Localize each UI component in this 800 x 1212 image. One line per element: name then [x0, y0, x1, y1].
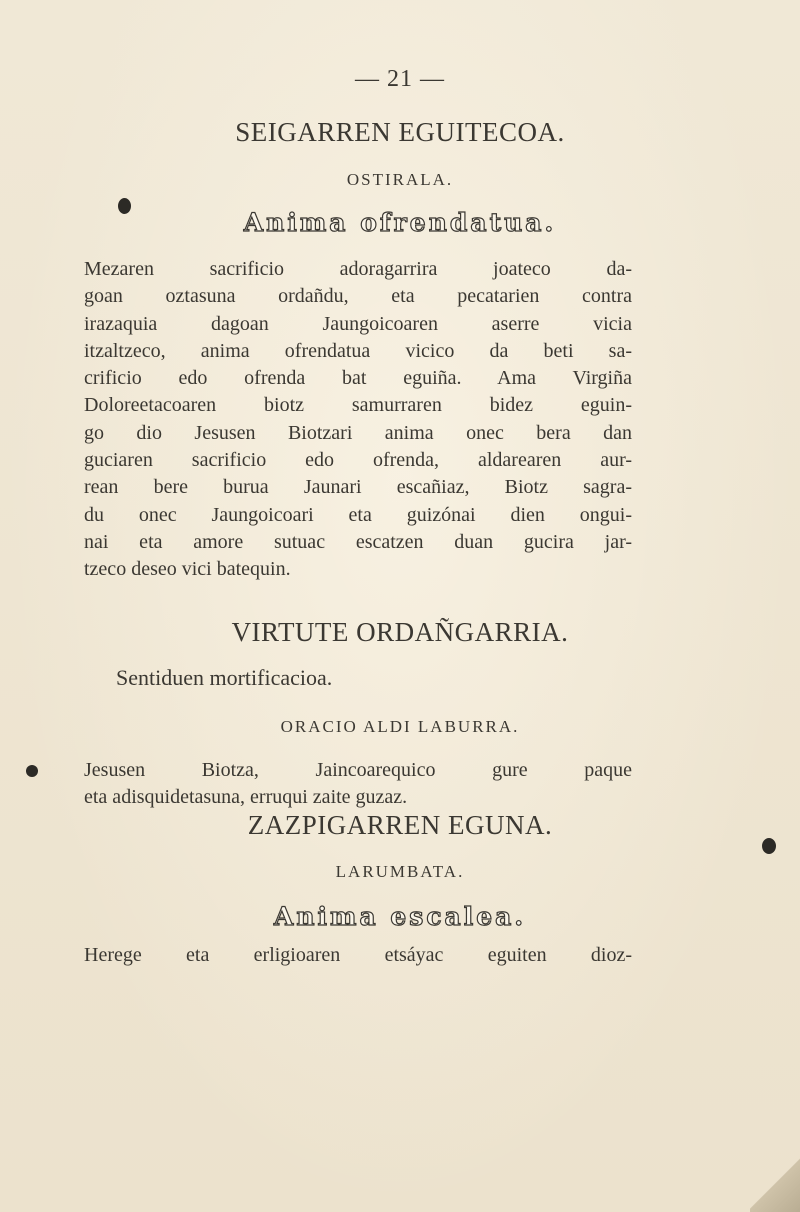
section-title-virtute: VIRTUTE ORDAÑGARRIA.	[231, 617, 569, 647]
paragraph-line: nai eta amore sutuac escatzen duan gucira jar-	[84, 530, 632, 553]
paragraph-line: du onec Jaungoicoari eta guizónai dien ongui-	[84, 503, 632, 526]
section-title-seigarren: SEIGARREN EGUITECOA.	[235, 117, 565, 147]
day-name-ostirala: OSTIRALA.	[346, 170, 454, 189]
page-corner-fold	[750, 1142, 800, 1212]
paragraph-line: guciaren sacrificio edo ofrenda, aldarearen aur-	[84, 449, 632, 472]
paragraph-oracio	[84, 757, 632, 812]
virtue-sentence: Sentiduen mortificacioa.	[116, 665, 333, 690]
paragraph-line: Jesusen Biotza, Jaincoarequico gure paque	[84, 759, 632, 781]
paragraph-line: rean bere burua Jaunari escañiaz, Biotz sagra-	[84, 476, 632, 499]
paragraph-line: irazaquia dagoan Jaungoicoaren aserre vicia	[84, 312, 632, 335]
prayer-heading: ORACIO ALDI LABURRA.	[280, 717, 520, 736]
paragraph-line: tzeco deseo vici batequin.	[84, 558, 291, 581]
paragraph-line: eta adisquidetasuna, erruqui zaite guzaz.	[84, 786, 408, 809]
paragraph-line: go dio Jesusen Biotzari anima onec bera dan	[84, 421, 632, 444]
ornate-heading-anima-escalea: Anima escalea.	[273, 902, 527, 931]
section-title-zazpigarren: ZAZPIGARREN EGUNA.	[247, 810, 553, 840]
paragraph-line: Doloreetacoaren biotz samurraren bidez eguin-	[84, 394, 632, 417]
paragraph-anima-escalea	[84, 942, 632, 969]
paragraph-line: crificio edo ofrenda bat eguiña. Ama Virgiña	[84, 367, 632, 390]
paragraph-line: Mezaren sacrificio adoragarrira joateco da-	[84, 258, 632, 280]
ornate-heading-anima-ofrendatua: Anima ofrendatua.	[243, 208, 557, 237]
paragraph-line: Herege eta erligioaren etsáyac eguiten dioz-	[84, 944, 632, 966]
ink-blot-mark	[26, 765, 38, 777]
page-number: — 21 —	[355, 66, 445, 92]
paragraph-anima-ofrendatua	[84, 256, 632, 584]
paragraph-line: goan oztasuna ordañdu, eta pecatarien contra	[84, 285, 632, 308]
day-name-larumbata: LARUMBATA.	[335, 862, 465, 881]
ink-blot-mark	[762, 838, 776, 854]
paragraph-line: itzaltzeco, anima ofrendatua vicico da beti sa-	[84, 339, 632, 362]
